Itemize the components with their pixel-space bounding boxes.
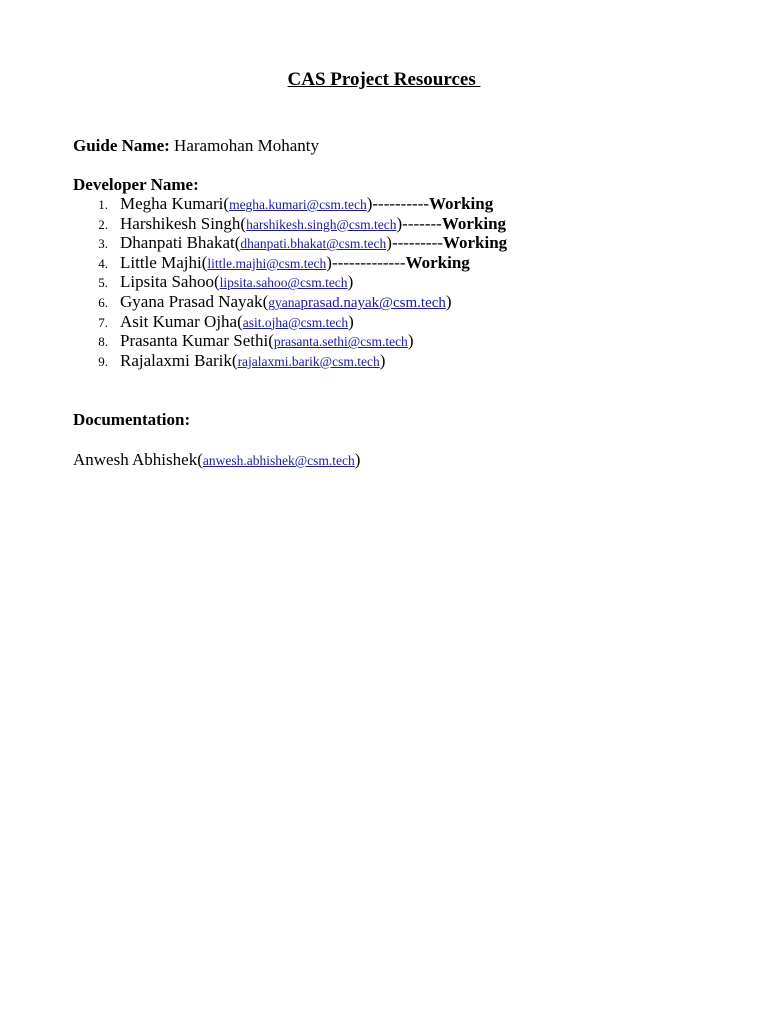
email-part-small: gyana xyxy=(268,294,301,310)
dash-separator: --------- xyxy=(391,233,443,253)
developer-name: Lipsita Sahoo xyxy=(120,272,214,292)
developer-name: Megha Kumari xyxy=(120,194,224,213)
status-label: Working xyxy=(429,194,494,213)
documentation-heading: Documentation: xyxy=(73,410,191,429)
developer-name: Gyana Prasad Nayak xyxy=(120,291,263,311)
list-number: 8. xyxy=(98,334,108,350)
open-paren: ( xyxy=(197,450,203,469)
open-paren: ( xyxy=(234,233,241,253)
open-paren: ( xyxy=(201,252,208,272)
guide-line xyxy=(73,135,319,157)
list-number: 9. xyxy=(98,353,108,369)
email-link[interactable]: little.majhi@csm.tech xyxy=(207,255,327,271)
email-link[interactable]: asit.ojha@csm.tech xyxy=(242,314,349,330)
list-number: 5. xyxy=(98,275,108,291)
list-number: 2. xyxy=(98,216,108,232)
close-paren: ) xyxy=(386,233,392,253)
email-link[interactable]: prasanta.sethi@csm.tech xyxy=(273,334,408,350)
close-paren: ) xyxy=(347,272,354,292)
open-paren: ( xyxy=(262,291,269,311)
close-paren: ) xyxy=(407,331,414,351)
email-link[interactable]: megha.kumari@csm.tech xyxy=(229,197,367,212)
close-paren: ) xyxy=(445,291,452,311)
open-paren: ( xyxy=(223,194,230,213)
email-link[interactable]: rajalaxmi.barik@csm.tech xyxy=(237,353,380,369)
developer-name: Dhanpati Bhakat xyxy=(120,233,235,253)
dash-separator: ---------- xyxy=(372,194,429,213)
status-label: Working xyxy=(441,213,507,233)
dash-separator: ------------- xyxy=(331,252,406,272)
email-link[interactable] xyxy=(268,295,446,310)
open-paren: ( xyxy=(237,311,243,331)
open-paren: ( xyxy=(231,350,238,370)
close-paren: ) xyxy=(396,213,403,233)
developer-name: Asit Kumar Ojha xyxy=(120,311,238,331)
developer-name: Harshikesh Singh xyxy=(120,213,241,233)
developer-heading: Developer Name: xyxy=(73,175,199,194)
developer-name: Rajalaxmi Barik xyxy=(120,350,232,370)
dash-separator: ------- xyxy=(402,213,442,233)
close-paren: ) xyxy=(366,194,373,213)
list-number: 4. xyxy=(98,255,108,271)
guide-name: Haramohan Mohanty xyxy=(174,136,319,155)
open-paren: ( xyxy=(240,213,247,233)
open-paren: ( xyxy=(213,272,220,292)
list-number: 1. xyxy=(98,197,108,212)
close-paren: ) xyxy=(379,350,386,370)
document-title: CAS Project Resources xyxy=(287,69,481,90)
list-number: 7. xyxy=(98,314,108,330)
close-paren: ) xyxy=(326,252,332,272)
documentation-person xyxy=(73,449,360,472)
email-link[interactable]: lipsita.sahoo@csm.tech xyxy=(219,275,348,291)
guide-label: Guide Name: xyxy=(73,136,170,155)
documentation-name: Anwesh Abhishek xyxy=(73,450,198,469)
email-part-large: prasad.nayak@csm.tech xyxy=(300,294,446,311)
list-number: 3. xyxy=(98,236,108,252)
email-link[interactable]: anwesh.abhishek@csm.tech xyxy=(202,453,355,468)
open-paren: ( xyxy=(268,331,274,351)
email-link[interactable]: dhanpati.bhakat@csm.tech xyxy=(240,236,387,252)
close-paren: ) xyxy=(348,311,354,331)
email-link[interactable]: harshikesh.singh@csm.tech xyxy=(246,216,397,232)
developer-name: Little Majhi xyxy=(120,252,202,272)
status-label: Working xyxy=(442,233,508,253)
developer-name: Prasanta Kumar Sethi xyxy=(120,331,269,351)
close-paren: ) xyxy=(354,450,361,469)
list-number: 6. xyxy=(98,294,108,310)
status-label: Working xyxy=(405,252,470,272)
